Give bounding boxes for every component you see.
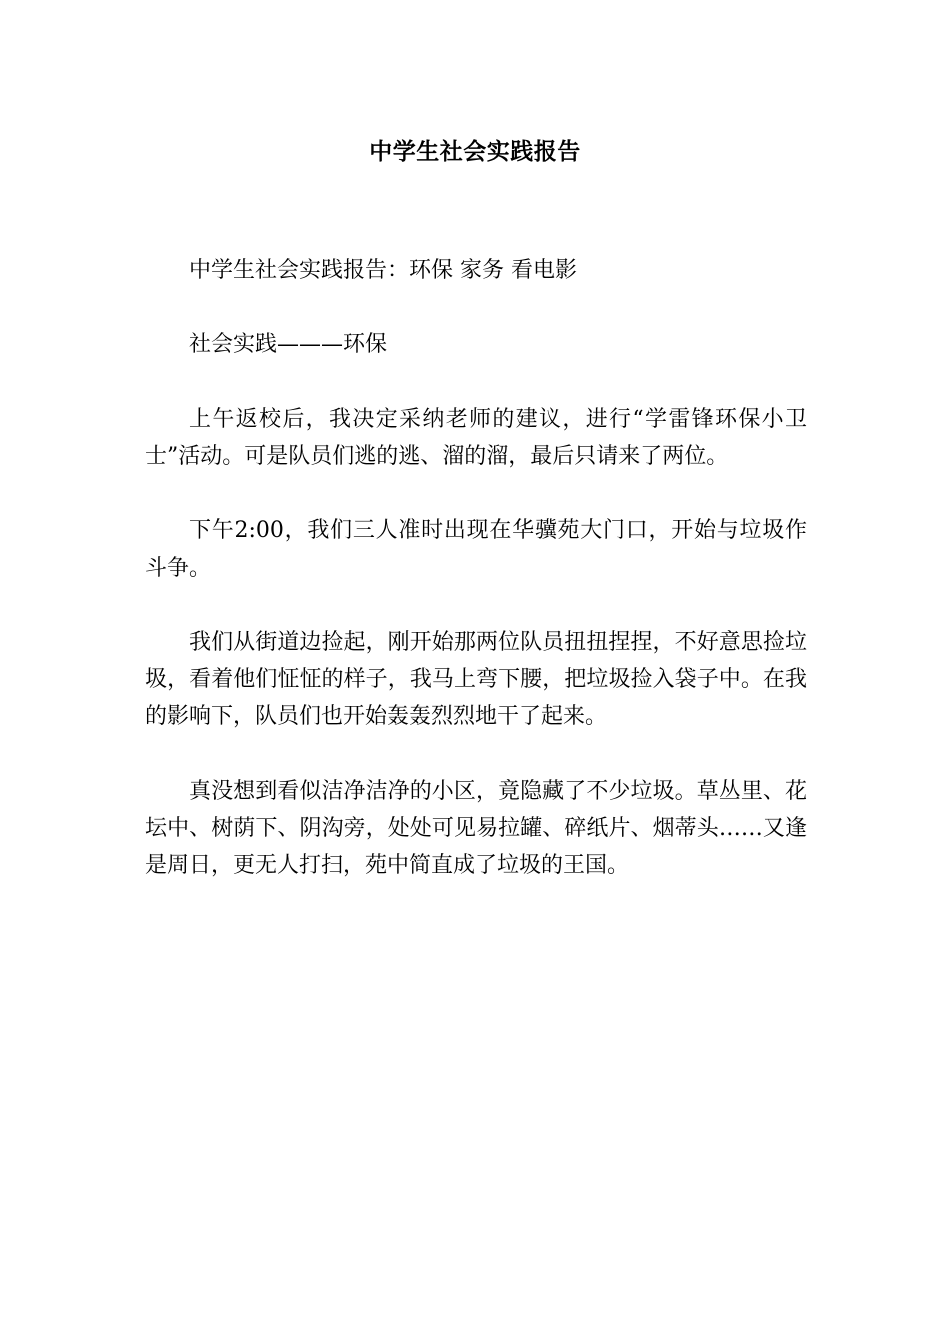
document-body [145, 252, 807, 922]
paragraph-section-heading: 社会实践———环保 [189, 332, 388, 358]
paragraph: 上午返校后，我决定采纳老师的建议，进行“学雷锋环保小卫士”活动。可是队员们逃的逃、溜的溜，最后只请来了两位。 [145, 406, 807, 469]
document-title: 中学生社会实践报告 [369, 138, 581, 165]
paragraph-subtitle: 中学生社会实践报告：环保 家务 看电影 [189, 258, 577, 283]
paragraph: 下午2:00，我们三人准时出现在华骥苑大门口，开始与垃圾作斗争。 [145, 518, 807, 581]
paragraph: 真没想到看似洁净洁净的小区，竟隐藏了不少垃圾。草丛里、花坛中、树荫下、阴沟旁，处处可见易拉罐、碎纸片、烟蒂头……又逢是周日，更无人打扫，苑中简直成了垃圾的王国。 [145, 778, 807, 879]
paragraph: 我们从街道边捡起，刚开始那两位队员扭扭捏捏，不好意思捡垃圾，看着他们怔怔的样子，我马上弯下腰，把垃圾捡入袋子中。在我的影响下，队员们也开始轰轰烈烈地干了起来。 [145, 629, 807, 730]
